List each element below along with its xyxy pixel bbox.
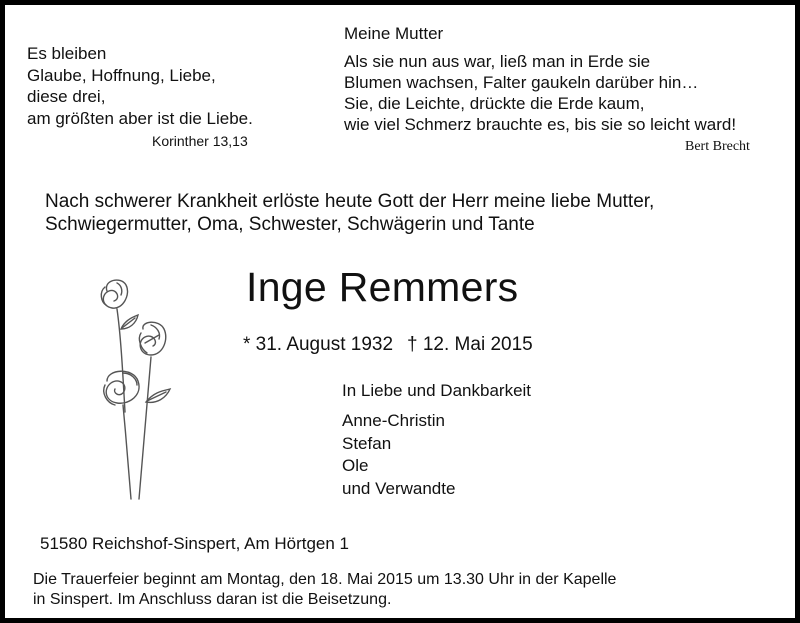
quote-left-line: am größten aber ist die Liebe. — [27, 108, 253, 128]
quote-left-line: Glaube, Hoffnung, Liebe, — [27, 65, 216, 85]
quote-right-line: wie viel Schmerz brauchte es, bis sie so leicht ward! — [344, 115, 737, 134]
mourner-name: und Verwandte — [342, 478, 456, 498]
quote-right-title: Meine Mutter — [344, 24, 444, 43]
mourner-name: Ole — [342, 456, 369, 475]
quote-left-line: diese drei, — [27, 87, 106, 106]
quote-right — [344, 51, 736, 135]
life-dates — [243, 334, 533, 356]
death-date: † 12. Mai 2015 — [407, 334, 533, 355]
quote-left-source: Korinther 13,13 — [152, 133, 248, 149]
quote-right-line: Blumen wachsen, Falter gaukeln darüber hin… — [344, 73, 699, 92]
address: 51580 Reichshof-Sinspert, Am Hörtgen 1 — [40, 534, 350, 553]
intro-text — [45, 190, 654, 236]
ceremony-line: in Sinspert. Im Anschluss daran ist die Beisetzung. — [33, 591, 392, 608]
quote-left-line: Es bleiben — [27, 44, 107, 63]
quote-right-line: Sie, die Leichte, drückte die Erde kaum, — [344, 94, 645, 113]
mourner-name: Anne-Christin — [342, 411, 445, 430]
quote-right-source: Bert Brecht — [685, 139, 750, 154]
birth-date: * 31. August 1932 — [243, 334, 394, 355]
quote-right-line: Als sie nun aus war, ließ man in Erde sie — [344, 52, 651, 71]
mourners-heading: In Liebe und Dankbarkeit — [342, 381, 532, 400]
deceased-name: Inge Remmers — [246, 264, 519, 310]
roses-drawing-icon — [93, 277, 183, 502]
quote-left — [27, 43, 253, 129]
ceremony-info — [33, 570, 616, 610]
mourner-name: Stefan — [342, 433, 392, 453]
mourners-list — [342, 410, 455, 500]
intro-line: Nach schwerer Krankheit erlöste heute Gott der Herr meine liebe Mutter, — [45, 191, 655, 212]
intro-line: Schwiegermutter, Oma, Schwester, Schwägerin und Tante — [45, 214, 535, 235]
ceremony-line: Die Trauerfeier beginnt am Montag, den 18. Mai 2015 um 13.30 Uhr in der Kapelle — [33, 571, 617, 588]
